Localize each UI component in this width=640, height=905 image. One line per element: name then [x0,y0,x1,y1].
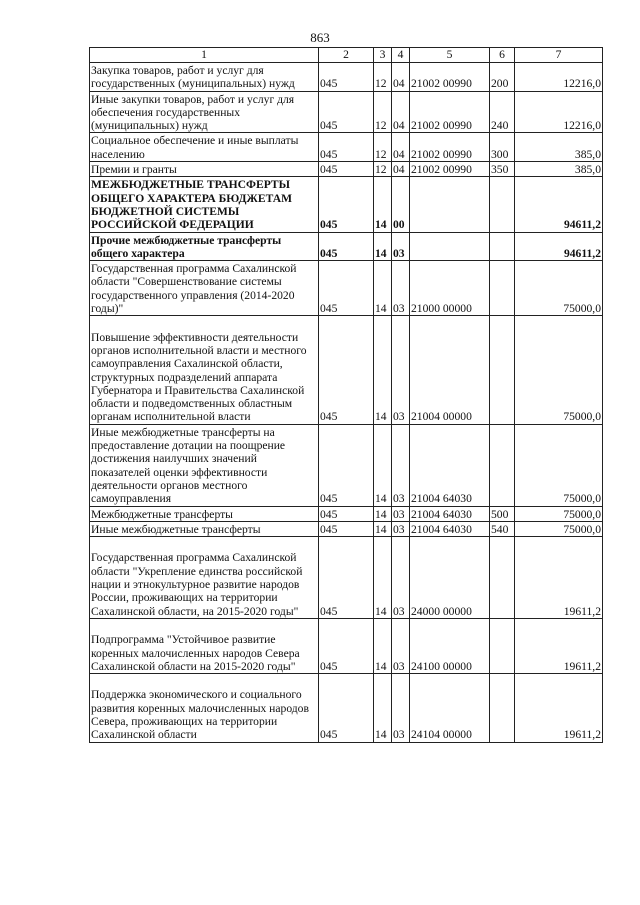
row-program-code: 24104 00000 [410,674,490,743]
row-ministry-code: 045 [319,261,374,316]
row-ministry-code: 045 [319,618,374,673]
row-section-code: 14 [374,537,392,619]
row-name: Закупка товаров, работ и услуг для государственных (муниципальных) нужд [90,63,319,92]
row-section-code: 14 [374,424,392,506]
page-number: 863 [310,30,330,45]
header-col-5: 5 [410,48,490,63]
row-ministry-code: 045 [319,506,374,521]
row-expense-type-code: 540 [490,521,515,536]
row-name: Повышение эффективности деятельности органов исполнительной власти и местного самоуправления Сахалинской области, структурных подразделений аппарата Губернатора и Правительства Сахалинской области и подведомственных областным органам исполнительной власти [90,316,319,424]
row-subsection-code: 03 [392,618,410,673]
row-program-code: 21002 00990 [410,162,490,177]
row-expense-type-code [490,232,515,261]
table-row [90,261,603,316]
row-program-code: 21002 00990 [410,133,490,162]
row-expense-type-code [490,537,515,619]
row-subsection-code: 00 [392,177,410,232]
row-ministry-code: 045 [319,424,374,506]
row-expense-type-code: 240 [490,91,515,133]
row-section-code: 14 [374,177,392,232]
row-program-code: 21004 64030 [410,424,490,506]
row-program-code: 21004 64030 [410,506,490,521]
table-row [90,537,603,619]
header-col-2: 2 [319,48,374,63]
table-row [90,177,603,232]
row-program-code: 21002 00990 [410,91,490,133]
row-program-code: 21002 00990 [410,63,490,92]
row-amount: 94611,2 [515,177,603,232]
row-expense-type-code: 500 [490,506,515,521]
row-subsection-code: 04 [392,162,410,177]
row-name: Поддержка экономического и социального развития коренных малочисленных народов Севера, проживающих на территории Сахалинской области [90,674,319,743]
row-ministry-code: 045 [319,133,374,162]
table-row [90,133,603,162]
table-body [90,63,603,743]
row-name: Иные закупки товаров, работ и услуг для обеспечения государственных (муниципальных) нужд [90,91,319,133]
budget-table [89,47,603,743]
row-subsection-code: 04 [392,133,410,162]
row-program-code [410,177,490,232]
row-program-code: 24000 00000 [410,537,490,619]
row-section-code: 12 [374,63,392,92]
row-expense-type-code [490,177,515,232]
row-amount: 75000,0 [515,506,603,521]
row-amount: 385,0 [515,133,603,162]
table-row [90,521,603,536]
row-subsection-code: 03 [392,261,410,316]
table-row [90,63,603,92]
row-name: Премии и гранты [90,162,319,177]
table-row [90,316,603,424]
row-section-code: 12 [374,91,392,133]
row-ministry-code: 045 [319,537,374,619]
row-name: Иные межбюджетные трансферты [90,521,319,536]
row-name: Государственная программа Сахалинской области "Укрепление единства российской нации и этнокультурное развитие народов России, проживающих на территории Сахалинской области, на 2015-2020 годы" [90,537,319,619]
row-expense-type-code [490,424,515,506]
row-subsection-code: 03 [392,316,410,424]
row-name: Иные межбюджетные трансферты на предоставление дотации на поощрение достижения наилучших значений показателей оценки эффективности деятельности органов местного самоуправления [90,424,319,506]
row-expense-type-code [490,316,515,424]
row-subsection-code: 03 [392,424,410,506]
row-section-code: 12 [374,133,392,162]
row-name: Прочие межбюджетные трансферты общего характера [90,232,319,261]
row-expense-type-code: 300 [490,133,515,162]
row-subsection-code: 04 [392,63,410,92]
row-amount: 75000,0 [515,316,603,424]
row-subsection-code: 03 [392,537,410,619]
row-program-code: 21000 00000 [410,261,490,316]
row-name: Подпрограмма "Устойчивое развитие коренных малочисленных народов Севера Сахалинской области на 2015-2020 годы" [90,618,319,673]
table-row [90,424,603,506]
row-amount: 75000,0 [515,261,603,316]
header-col-6: 6 [490,48,515,63]
row-amount: 19611,2 [515,537,603,619]
header-col-1: 1 [90,48,319,63]
row-section-code: 14 [374,674,392,743]
table-row [90,162,603,177]
row-amount: 12216,0 [515,91,603,133]
header-col-4: 4 [392,48,410,63]
row-program-code: 24100 00000 [410,618,490,673]
row-section-code: 14 [374,232,392,261]
table-row [90,506,603,521]
row-section-code: 14 [374,261,392,316]
table-row [90,91,603,133]
row-ministry-code: 045 [319,91,374,133]
row-ministry-code: 045 [319,316,374,424]
row-expense-type-code [490,261,515,316]
header-col-7: 7 [515,48,603,63]
row-amount: 19611,2 [515,618,603,673]
table-row [90,674,603,743]
row-ministry-code: 045 [319,674,374,743]
row-amount: 12216,0 [515,63,603,92]
row-subsection-code: 03 [392,521,410,536]
row-program-code: 21004 00000 [410,316,490,424]
row-name: Межбюджетные трансферты [90,506,319,521]
row-expense-type-code [490,674,515,743]
row-section-code: 14 [374,618,392,673]
row-expense-type-code [490,618,515,673]
row-subsection-code: 03 [392,232,410,261]
row-name: МЕЖБЮДЖЕТНЫЕ ТРАНСФЕРТЫ ОБЩЕГО ХАРАКТЕРА БЮДЖЕТАМ БЮДЖЕТНОЙ СИСТЕМЫ РОССИЙСКОЙ ФЕДЕРАЦИИ [90,177,319,232]
table-row [90,618,603,673]
row-ministry-code: 045 [319,177,374,232]
row-section-code: 14 [374,506,392,521]
row-subsection-code: 03 [392,674,410,743]
row-ministry-code: 045 [319,63,374,92]
row-section-code: 14 [374,316,392,424]
row-program-code: 21004 64030 [410,521,490,536]
row-amount: 385,0 [515,162,603,177]
row-subsection-code: 04 [392,91,410,133]
row-expense-type-code: 350 [490,162,515,177]
row-amount: 75000,0 [515,424,603,506]
table-header-row [90,48,603,63]
row-subsection-code: 03 [392,506,410,521]
row-section-code: 14 [374,521,392,536]
row-section-code: 12 [374,162,392,177]
row-program-code [410,232,490,261]
row-ministry-code: 045 [319,162,374,177]
row-amount: 75000,0 [515,521,603,536]
row-name: Социальное обеспечение и иные выплаты населению [90,133,319,162]
row-expense-type-code: 200 [490,63,515,92]
row-ministry-code: 045 [319,521,374,536]
row-name: Государственная программа Сахалинской области "Совершенствование системы государственного управления (2014-2020 годы)" [90,261,319,316]
row-ministry-code: 045 [319,232,374,261]
table-row [90,232,603,261]
header-col-3: 3 [374,48,392,63]
row-amount: 94611,2 [515,232,603,261]
row-amount: 19611,2 [515,674,603,743]
